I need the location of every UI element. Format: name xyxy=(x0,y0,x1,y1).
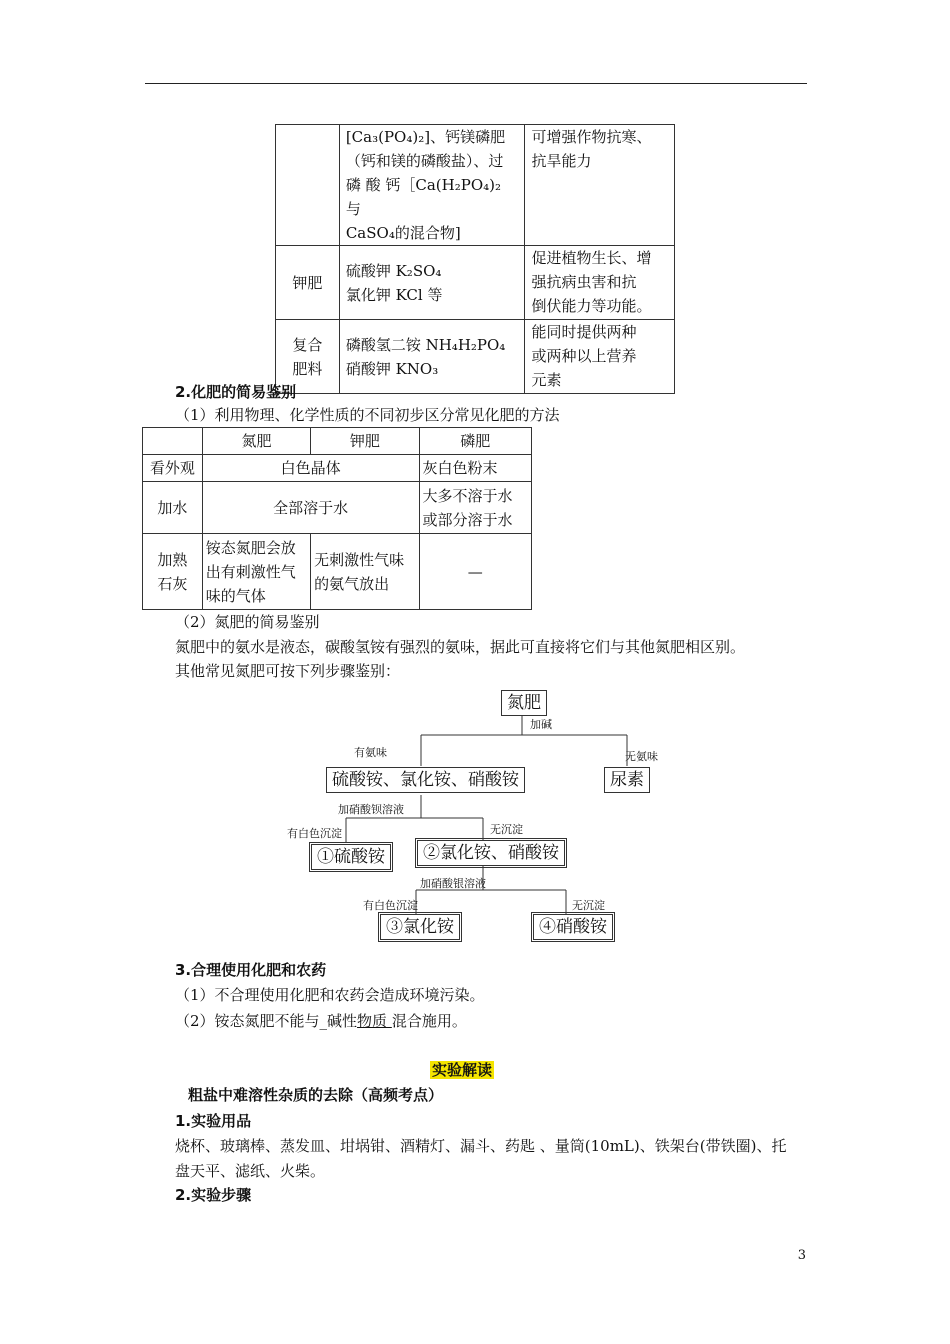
subsection-title: （2）氮肥的简易鉴别 xyxy=(175,613,320,631)
underlined-answer: 物质 xyxy=(357,1012,392,1030)
cell-line: [Ca₃(PO₄)₂]、钙镁磷肥 xyxy=(345,128,506,146)
table-cell: 灰白色粉末 xyxy=(419,455,531,482)
cell-line: 强抗病虫害和抗 xyxy=(531,273,637,291)
flow-box-result4: ④硝酸铵 xyxy=(533,914,613,940)
cell-line: 或两种以上营养 xyxy=(531,347,637,365)
paragraph: 其他常见氮肥可按下列步骤鉴别： xyxy=(175,662,401,680)
cell-line: CaSO₄的混合物] xyxy=(345,224,461,242)
table-cell: 钾肥 xyxy=(276,246,340,320)
text-run: （2）铵态氮肥不能与_碱性 xyxy=(175,1012,358,1030)
experiment-title: 粗盐中难溶性杂质的去除（高频考点） xyxy=(188,1086,444,1104)
cell-line: 促进植物生长、增 xyxy=(531,249,652,267)
cell-line: 出有刺激性气 xyxy=(205,562,296,581)
cell-line: 抗旱能力 xyxy=(531,152,592,170)
cell-line: 复合 xyxy=(292,335,323,354)
cell-line: 石灰 xyxy=(157,574,188,593)
cell-line: 无刺激性气味 xyxy=(314,550,405,569)
cell-line: 磷酸氢二铵 NH₄H₂PO₄ xyxy=(345,335,506,354)
paragraph: 烧杯、玻璃棒、蒸发皿、坩埚钳、酒精灯、漏斗、药匙 、量筒(10mL)、铁架台(带铁圈)、托 xyxy=(175,1137,787,1155)
cell-line: 氯化钾 KCl 等 xyxy=(345,285,443,304)
flow-label: 有氨味 xyxy=(354,746,387,759)
section-title: 2.化肥的简易鉴别 xyxy=(175,383,297,401)
text-run: 混合施用。 xyxy=(391,1012,467,1030)
table-cell: 全部溶于水 xyxy=(202,482,419,534)
section-title: 2.实验步骤 xyxy=(175,1186,252,1204)
paragraph: 盘天平、滤纸、火柴。 xyxy=(175,1162,326,1180)
flow-label: 加硝酸银溶液 xyxy=(420,877,486,890)
experiment-heading xyxy=(430,1058,494,1082)
flow-box-urea: 尿素 xyxy=(604,767,650,793)
flow-label: 有白色沉淀 xyxy=(363,899,418,912)
flow-label: 加硝酸钡溶液 xyxy=(338,803,404,816)
cell-line: 的氨气放出 xyxy=(314,574,390,593)
cell-line: 硫酸钾 K₂SO₄ xyxy=(345,261,442,280)
cell-line: 可增强作物抗寒、 xyxy=(531,128,652,146)
table-cell: — xyxy=(419,534,531,610)
flow-label: 无氨味 xyxy=(625,750,658,763)
page-number: 3 xyxy=(797,1248,806,1263)
paragraph: （1）不合理使用化肥和农药会造成环境污染。 xyxy=(175,986,485,1004)
cell-line: 硝酸钾 KNO₃ xyxy=(345,359,439,378)
flow-label: 有白色沉淀 xyxy=(287,827,342,840)
cell-line: 倒伏能力等功能。 xyxy=(531,297,652,315)
paragraph xyxy=(175,1009,467,1033)
table-header: 氮肥 xyxy=(202,428,310,455)
cell-line: （钙和镁的磷酸盐）、过 xyxy=(345,152,504,170)
table-header: 磷肥 xyxy=(419,428,531,455)
cell-line: 元素 xyxy=(531,371,562,389)
cell-line: 味的气体 xyxy=(205,586,266,605)
flow-box-result3: ③氯化铵 xyxy=(380,914,460,940)
cell-line: 肥料 xyxy=(292,359,323,378)
subsection-title: （1）利用物理、化学性质的不同初步区分常见化肥的方法 xyxy=(175,406,560,424)
section-title: 3.合理使用化肥和农药 xyxy=(175,961,327,979)
table-cell: 白色晶体 xyxy=(202,455,419,482)
highlighted-heading: 实验解读 xyxy=(432,1061,493,1079)
paragraph: 氮肥中的氨水是液态，碳酸氢铵有强烈的氨味，据此可直接将它们与其他氮肥相区别。 xyxy=(175,638,746,656)
flow-box-group: 硫酸铵、氯化铵、硝酸铵 xyxy=(326,767,525,793)
table-cell: 加水 xyxy=(143,482,203,534)
cell-line: 或部分溶于水 xyxy=(422,510,513,529)
cell-line: 铵态氮肥会放 xyxy=(205,538,296,557)
cell-line: 磷 酸 钙［Ca(H₂PO₄)₂ 与 xyxy=(345,176,501,218)
flow-label: 无沉淀 xyxy=(490,823,523,836)
flow-box-result2: ②氯化铵、硝酸铵 xyxy=(417,840,565,866)
cell-line: 能同时提供两种 xyxy=(531,323,637,341)
cell-line: 加熟 xyxy=(157,550,188,569)
flow-label: 加碱 xyxy=(530,718,552,731)
flow-box-result1: ①硫酸铵 xyxy=(311,844,391,870)
table-header: 钾肥 xyxy=(311,428,419,455)
section-title: 1.实验用品 xyxy=(175,1112,252,1130)
flow-label: 无沉淀 xyxy=(572,899,605,912)
cell-line: 大多不溶于水 xyxy=(422,486,513,505)
flow-box-root: 氮肥 xyxy=(501,690,547,716)
table-cell: 看外观 xyxy=(143,455,203,482)
